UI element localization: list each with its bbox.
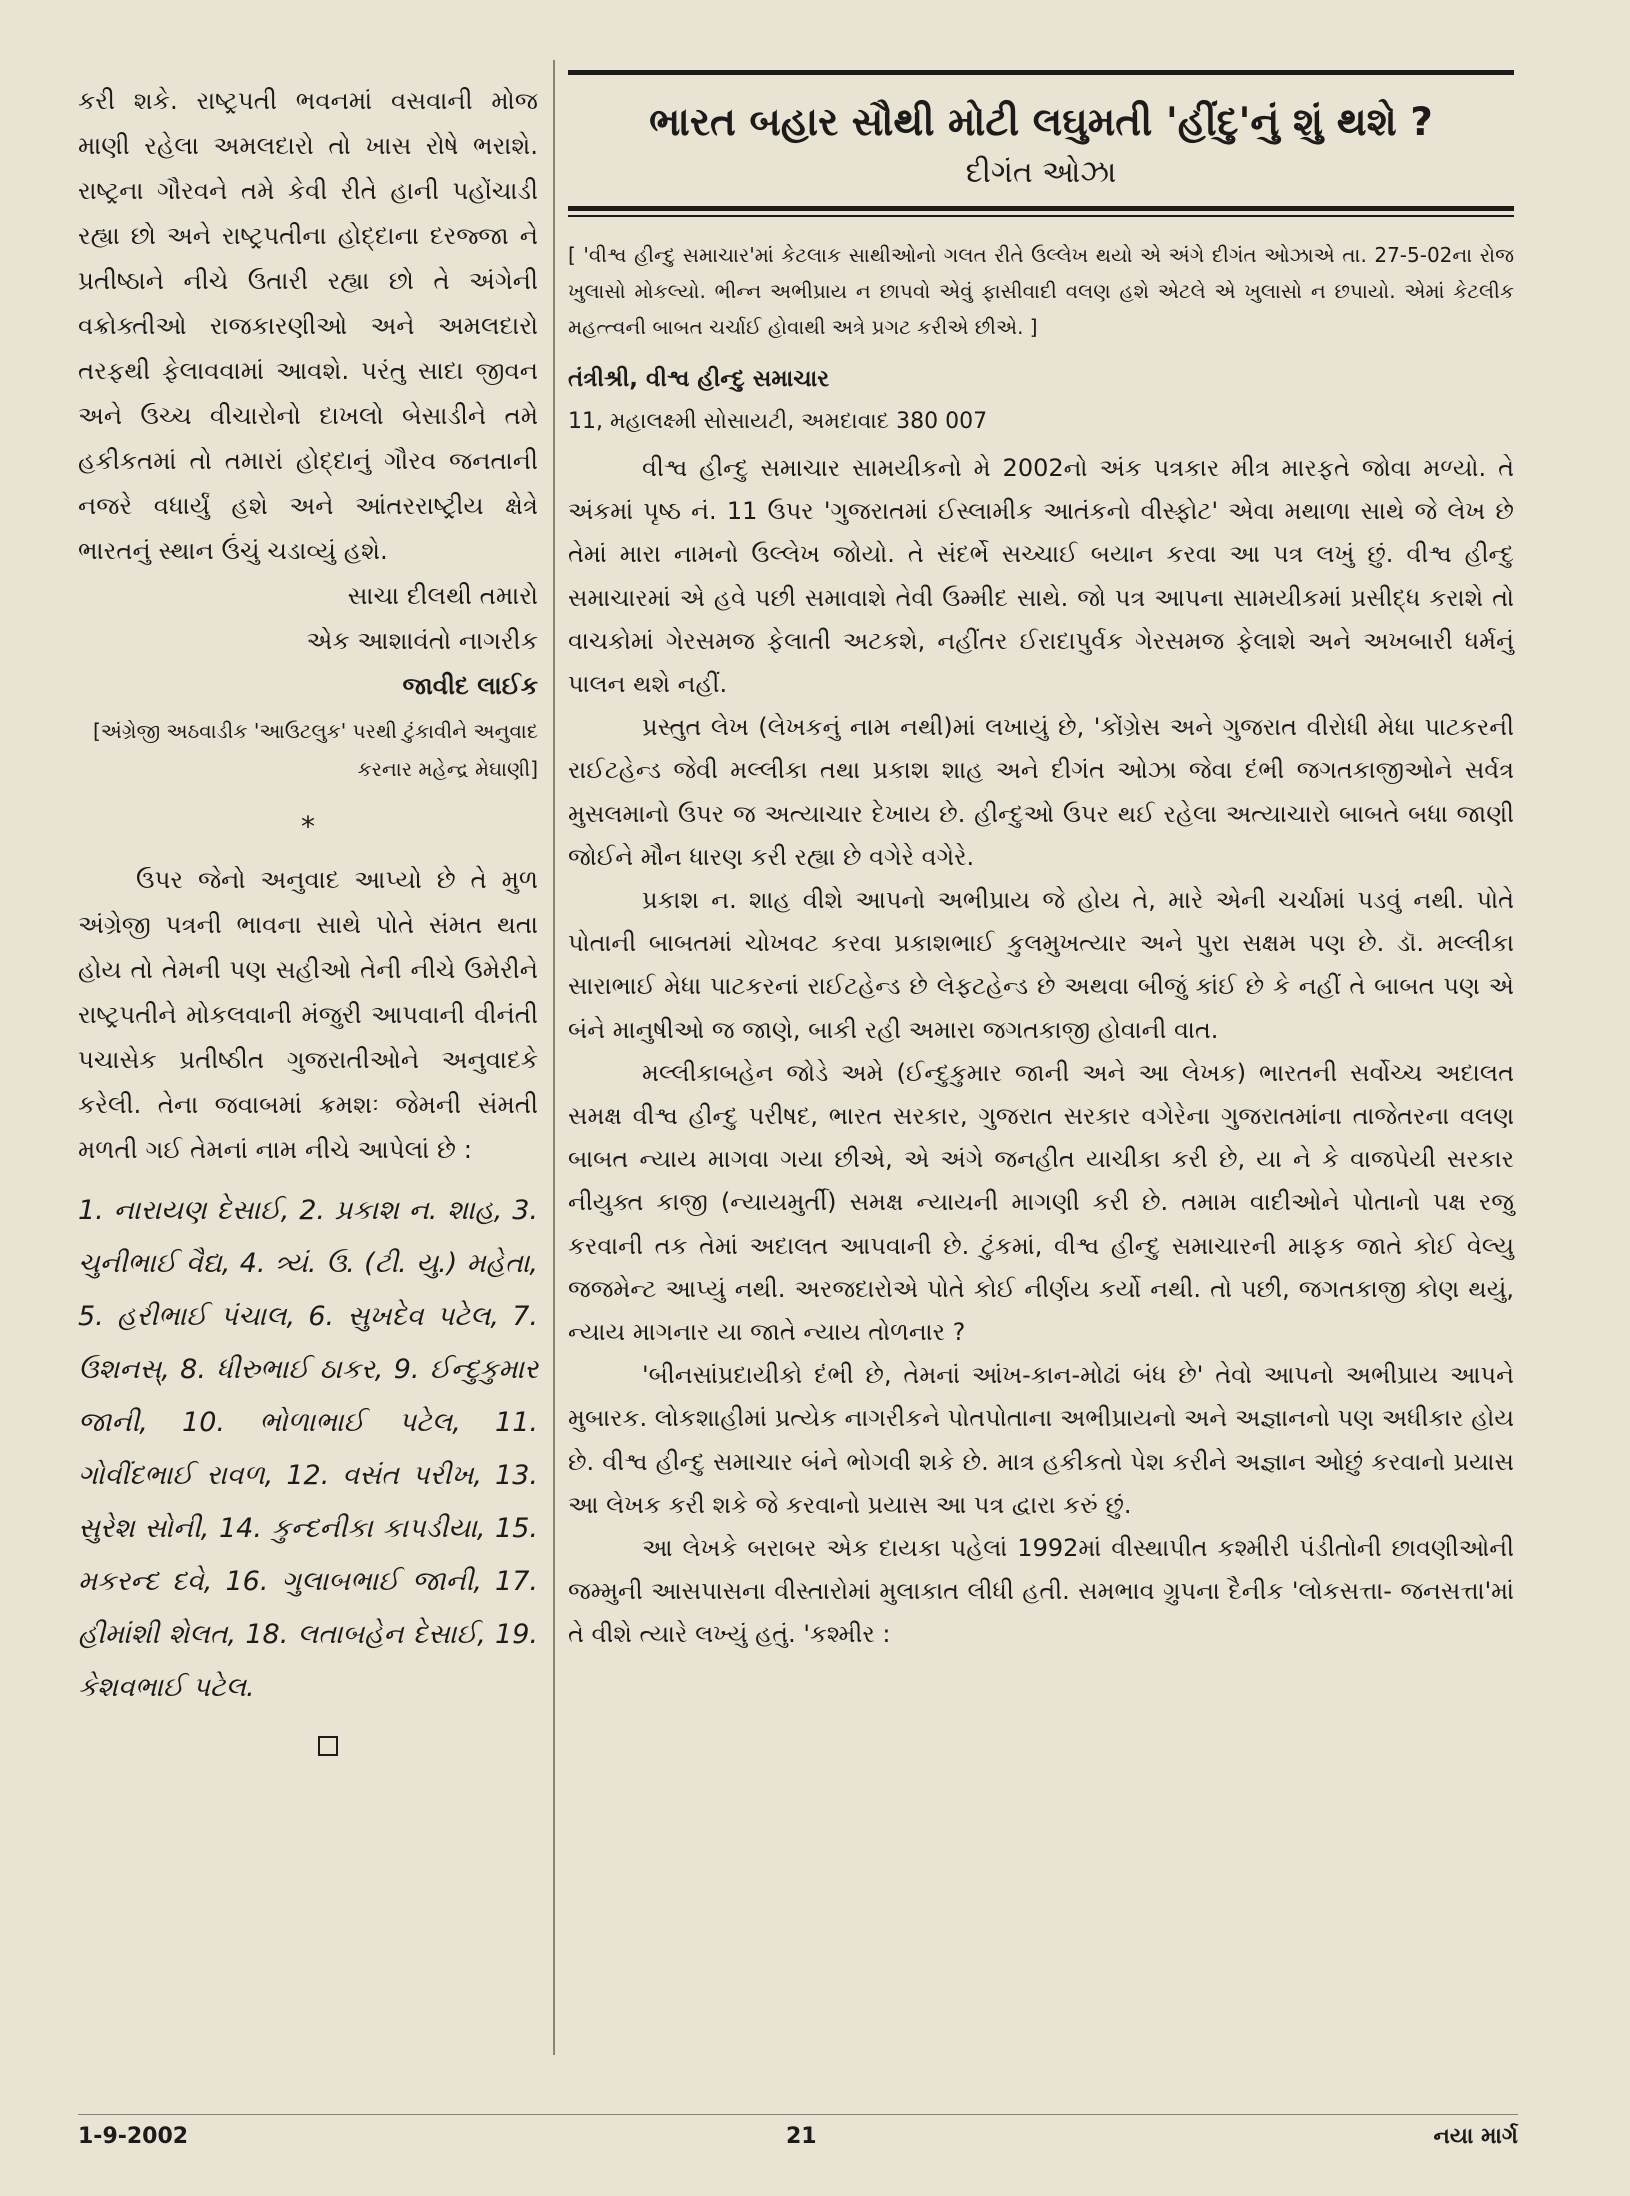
signatories-intro: ઉપર જેનો અનુવાદ આપ્યો છે તે મુળ અંગ્રેજી પત્રની ભાવના સાથે પોતે સંમત થતા હોય તો તેમની પણ સહીઓ તેની નીચે ઉમેરીને રાષ્ટ્રપતીને મોકલવાની મંજુરી આપવાની વીનંતી પચાસેક પ્રતીષ્ઠીત ગુજરાતીઓને અનુવાદકે કરેલી. તેના જવાબમાં ક્રમશઃ જેમની સંમતી મળતી ગઈ તેમનાં નામ નીચે આપેલાં છે : (78, 865, 538, 1164)
body-paragraph-6: આ લેખકે બરાબર એક દાયકા પહેલાં 1992માં વીસ્થાપીત કશ્મીરી પંડીતોની છાવણીઓની જમ્મુની આસપાસના વીસ્તારોમાં મુલાકાત લીધી હતી. સમભાવ ગ્રુપના દૈનીક 'લોકસત્તા- જનસત્તા'માં તે વીશે ત્યારે લખ્યું હતું. 'કશ્મીર : (568, 1534, 1514, 1649)
body-paragraph-1: વીશ્વ હીન્દુ સમાચાર સામયીકનો મે 2002નો અંક પત્રકાર મીત્ર મારફતે જોવા મળ્યો. તે અંકમાં પૃષ્ઠ નં. 11 ઉપર 'ગુજરાતમાં ઈસ્લામીક આતંકનો વીસ્ફોટ' એવા મથાળા સાથે જે લેખ છે તેમાં મારા નામનો ઉલ્લેખ જોયો. તે સંદર્ભે સચ્ચાઈ બયાન કરવા આ પત્ર લખું છું. વીશ્વ હીન્દુ સમાચારમાં એ હવે પછી સમાવાશે તેવી ઉમ્મીદ સાથે. જો પત્ર આપના સામયીકમાં પ્રસીદ્ધ કરાશે તો વાચકોમાં ગેરસમજ ફેલાતી અટકશે, નહીંતર ઈરાદાપુર્વક ગેરસમજ ફેલાશે અને અખબારી ધર્મનું પાલન થશે નહીં. (568, 454, 1514, 699)
signature-line-2: એક આશાવંતો નાગરીક (306, 626, 538, 655)
end-mark-box (318, 1736, 338, 1756)
page-footer (0, 2124, 1630, 2164)
letter-addressee: તંત્રીશ્રી, વીશ્વ હીન્દુ સમાચાર (568, 366, 830, 392)
editorial-note: [ 'વીશ્વ હીન્દુ સમાચાર'માં કેટલાક સાથીઓનો ગલત રીતે ઉલ્લેખ થયો એ અંગે દીગંત ઓઝાએ તા. 27-5-02ના રોજ ખુલાસો મોકલ્યો. ભીન્ન અભીપ્રાય ન છાપવો એવું ફાસીવાદી વલણ હશે એટલે એ ખુલાસો ન છપાયો. એમાં કેટલીક મહત્ત્વની બાબત ચર્ચાઈ હોવાથી અત્રે પ્રગટ કરીએ છીએ. ] (568, 243, 1514, 339)
article-column (568, 70, 1514, 1657)
body-paragraph-3: પ્રકાશ ન. શાહ વીશે આપનો અભીપ્રાય જે હોય તે, મારે એની ચર્ચામાં પડવું નથી. પોતે પોતાની બાબતમાં ચોખવટ કરવા પ્રકાશભાઈ કુલમુખત્યાર અને પુરા સક્ષમ પણ છે. ડૉ. મલ્લીકા સારાભાઈ મેધા પાટકરનાં રાઈટહેન્ડ છે લેફટહેન્ડ છે અથવા બીજું કાંઈ છે કે નહીં તે બાબત પણ એ બંને માનુષીઓ જ જાણે, બાકી રહી અમારા જગતકાજી હોવાની વાત. (568, 886, 1514, 1044)
page-number: 21 (786, 2124, 817, 2149)
letter-address: 11, મહાલક્ષ્મી સોસાયટી, અમદાવાદ 380 007 (568, 409, 988, 434)
footer-rule (78, 2114, 1518, 2115)
translation-credit: [અંગ્રેજી અઠવાડીક 'આઉટલુક' પરથી ટુંકાવીને અનુવાદ કરનાર મહેન્દ્ર મેઘાણી] (92, 719, 538, 781)
issue-date: 1-9-2002 (78, 2124, 189, 2149)
signatories-list: 1. નારાયણ દેસાઈ, 2. પ્રકાશ ન. શાહ, 3. ચુનીભાઈ વૈદ્ય, 4. ત્ર્યં. ઉ. (ટી. યુ.) મહેતા, 5. હરીભાઈ પંચાલ, 6. સુખદેવ પટેલ, 7. ઉશનસ્, 8. ધીરુભાઈ ઠાકર, 9. ઈન્દુકુમાર જાની, 10. ભોળાભાઈ પટેલ, 11. ગોવીંદભાઈ રાવળ, 12. વસંત પરીખ, 13. સુરેશ સોની, 14. કુન્દનીકા કાપડીયા, 15. મકરન્દ દવે, 16. ગુલાબભાઈ જાની, 17. હીમાંશી શેલત, 18. લતાબહેન દેસાઈ, 19. કેશવભાઈ પટેલ. (78, 1195, 538, 1703)
title-rule-bottom-thin (568, 215, 1514, 217)
letter-ending-paragraph: કરી શકે. રાષ્ટ્રપતી ભવનમાં વસવાની મોજ માણી રહેલા અમલદારો તો ખાસ રોષે ભરાશે. રાષ્ટ્રના ગૌરવને તમે કેવી રીતે હાની પહોંચાડી રહ્યા છો અને રાષ્ટ્રપતીના હોદ્દાના દરજ્જા ને પ્રતીષ્ઠાને નીચે ઉતારી રહ્યા છો તે અંગેની વક્રોક્તીઓ રાજકારણીઓ અને અમલદારો તરફથી ફેલાવવામાં આવશે. પરંતુ સાદા જીવન અને ઉચ્ચ વીચારોનો દાખલો બેસાડીને તમે હકીકતમાં તો તમારાં હોદ્દાનું ગૌરવ જનતાની નજરે વધાર્યું હશે અને આંતરરાષ્ટ્રીય ક્ષેત્રે ભારતનું સ્થાન ઉંચું ચડાવ્યું હશે. (78, 86, 538, 565)
article-body (568, 447, 1514, 1657)
body-paragraph-2: પ્રસ્તુત લેખ (લેખકનું નામ નથી)માં લખાયું છે, 'કોંગ્રેસ અને ગુજરાત વીરોધી મેધા પાટકરની રાઈટહેન્ડ જેવી મલ્લીકા તથા પ્રકાશ શાહ અને દીગંત ઓઝા જેવા દંભી જગતકાજીઓને સર્વત્ર મુસલમાનો ઉપર જ અત્યાચાર દેખાય છે. હીન્દુઓ ઉપર થઈ રહેલા અત્યાચારો બાબતે બધા જાણી જોઈને મૌન ધારણ કરી રહ્યા છે વગેરે વગેરે. (568, 713, 1514, 871)
column-divider (553, 60, 555, 2055)
magazine-name: નયા માર્ગ (1433, 2124, 1518, 2149)
left-column (78, 78, 538, 1756)
article-author: દીગંત ઓઝા (965, 155, 1117, 190)
body-paragraph-5: 'બીનસાંપ્રદાયીકો દંભી છે, તેમનાં આંખ-કાન-મોઢાં બંધ છે' તેવો આપનો અભીપ્રાય આપને મુબારક. લોકશાહીમાં પ્રત્યેક નાગરીકને પોતપોતાના અભીપ્રાયનો અને અજ્ઞાનનો પણ અધીકાર હોય છે. વીશ્વ હીન્દુ સમાચાર બંને ભોગવી શકે છે. માત્ર હકીકતો પેશ કરીને અજ્ઞાન ઓછું કરવાનો પ્રયાસ આ લેખક કરી શકે જે કરવાનો પ્રયાસ આ પત્ર દ્વારા કરું છું. (568, 1361, 1514, 1519)
article-title: ભારત બહાર સૌથી મોટી લઘુમતી 'હીંદુ'નું શું થશે ? (649, 100, 1433, 145)
title-rule-top (568, 70, 1514, 75)
section-asterisk: * (301, 810, 315, 843)
signature-line-1: સાચા દીલથી તમારો (347, 581, 538, 610)
body-paragraph-4: મલ્લીકાબહેન જોડે અમે (ઈન્દુકુમાર જાની અને આ લેખક) ભારતની સર્વોચ્ચ અદાલત સમક્ષ વીશ્વ હીન્દુ પરીષદ, ભારત સરકાર, ગુજરાત સરકાર વગેરેના ગુજરાતમાંના તાજેતરના વલણ બાબત ન્યાય માગવા ગયા છીએ, એ અંગે જનહીત યાચીકા કરી છે, યા ને કે વાજપેયી સરકાર નીયુક્ત કાજી (ન્યાયમુર્તી) સમક્ષ ન્યાયની માગણી કરી છે. તમામ વાદીઓને પોતાનો પક્ષ રજુ કરવાની તક તેમાં અદાલત આપવાની છે. ટુંકમાં, વીશ્વ હીન્દુ સમાચારની માફક જાતે કોઈ વેલ્યુ જજમેન્ટ આપ્યું નથી. અરજદારોએ પોતે કોઈ નીર્ણય કર્યો નથી. તો પછી, જગતકાજી કોણ થયું, ન્યાય માગનાર યા જાતે ન્યાય તોળનાર ? (568, 1058, 1514, 1347)
signature-name: જાવીદ લાઈક (402, 671, 538, 700)
